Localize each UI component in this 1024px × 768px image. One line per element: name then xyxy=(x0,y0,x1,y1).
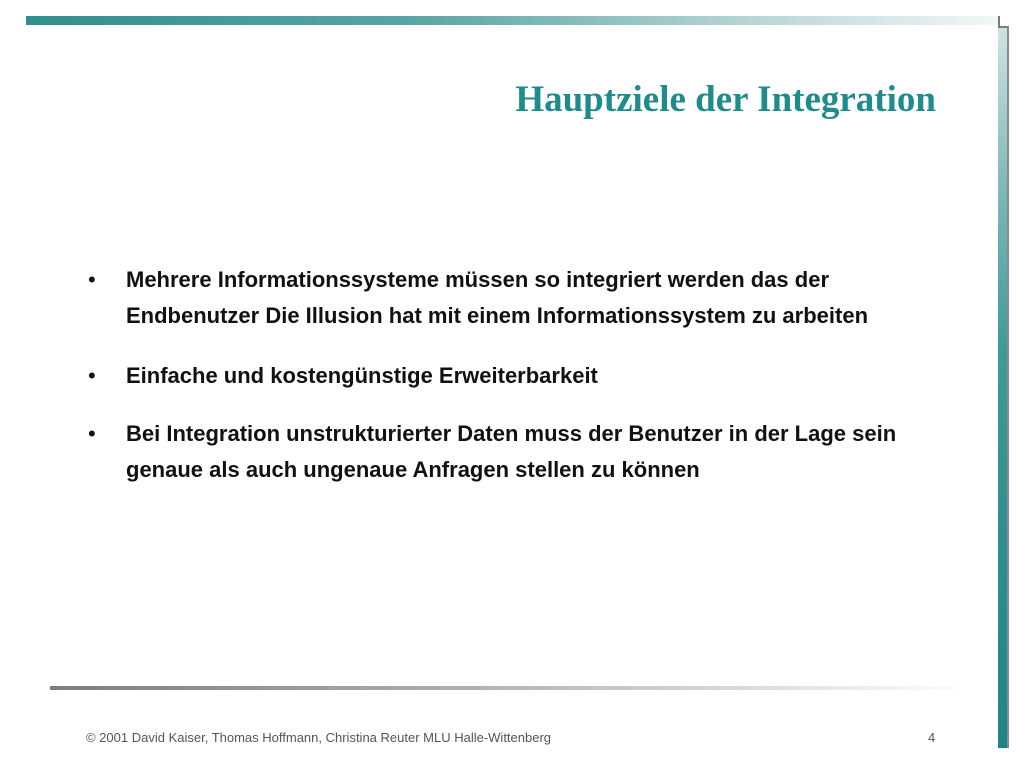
bullet-item xyxy=(88,358,948,394)
bullet-marker: • xyxy=(88,363,96,388)
slide-title: Hauptziele der Integration xyxy=(515,79,936,120)
footer-copyright: © 2001 David Kaiser, Thomas Hoffmann, Christina Reuter MLU Halle-Wittenberg xyxy=(86,730,552,745)
right-gradient-bar xyxy=(998,28,1007,748)
bullet-item xyxy=(88,416,948,488)
bullet-item xyxy=(88,262,948,334)
footer-divider xyxy=(50,686,970,690)
bullet-list xyxy=(88,262,948,488)
page-number: 4 xyxy=(928,730,936,745)
bullet-marker: • xyxy=(88,421,96,446)
bullet-text: Einfache und kostengünstige Erweiterbarkeit xyxy=(126,363,598,388)
bullet-text: Bei Integration unstrukturierter Daten muss der Benutzer in der Lage sein genaue als auch ungenaue Anfragen stellen zu können xyxy=(126,421,897,482)
bullet-marker: • xyxy=(88,267,96,292)
top-gradient-bar xyxy=(26,16,998,25)
right-bar-edge xyxy=(1007,26,1009,748)
bullet-text: Mehrere Informationssysteme müssen so integriert werden das der Endbenutzer Die Illusion hat mit einem Informationssystem zu arbeiten xyxy=(126,267,869,328)
